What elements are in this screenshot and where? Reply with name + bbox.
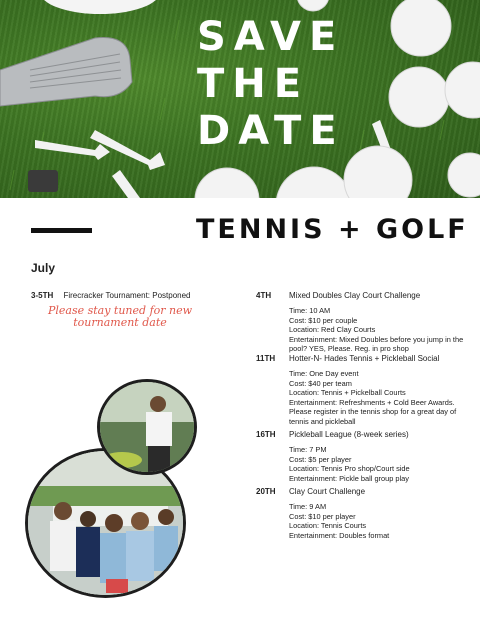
event-detail: Entertainment: Mixed Doubles before you jump in the pool? YES, Please. Reg. in pro shop [289, 334, 464, 354]
event-detail: Cost: $10 per couple [289, 315, 358, 325]
event-4th [256, 291, 476, 354]
event-date: 20TH [256, 487, 276, 496]
event-detail: Cost: $5 per player [289, 454, 352, 464]
event-detail: Please register in the tennis shop for a great day of tennis and pickleball [289, 407, 457, 426]
event-detail: Location: Tennis Courts [289, 521, 367, 531]
event-detail: Time: 9 AM [289, 502, 327, 511]
event-date: 16TH [256, 430, 276, 439]
event-detail: Time: 7 PM [289, 445, 327, 454]
event-date: 3-5TH [31, 291, 54, 300]
title-rule-divider [31, 228, 92, 233]
event-name: Mixed Doubles Clay Court Challenge [289, 291, 421, 300]
headline-line: SAVE [197, 14, 345, 60]
event-name: Pickleball League (8-week series) [289, 430, 409, 439]
event-11th [256, 354, 476, 427]
page-title: TENNIS + GOLF [196, 214, 469, 245]
hero-banner [0, 0, 480, 198]
coach-photo [97, 379, 197, 475]
event-16th [256, 430, 476, 483]
event-date: 11TH [256, 354, 276, 363]
event-detail: Cost: $40 per team [289, 378, 352, 388]
kids-golf-cart-photo [28, 451, 186, 598]
golf-club-icon [0, 37, 132, 106]
headline-line: THE [197, 61, 310, 107]
event-firecracker [31, 291, 191, 300]
event-detail: Entertainment: Pickle ball group play [289, 473, 409, 483]
event-name: Clay Court Challenge [289, 487, 366, 496]
event-detail: Entertainment: Refreshments + Cold Beer Awards. [289, 397, 455, 407]
event-detail: Location: Tennis Pro shop/Court side [289, 464, 410, 474]
event-detail: Cost: $10 per player [289, 511, 356, 521]
save-the-date-headline [197, 14, 345, 155]
event-detail: Location: Tennis + Pickelball Courts [289, 388, 406, 398]
month-heading: July [31, 261, 56, 275]
event-20th [256, 487, 476, 540]
event-detail: Time: 10 AM [289, 306, 331, 315]
event-name: Hotter-N- Hades Tennis + Pickleball Social [289, 354, 440, 363]
event-detail: Location: Red Clay Courts [289, 325, 376, 335]
event-name: Firecracker Tournament: Postponed [63, 291, 191, 300]
event-detail: Time: One Day event [289, 369, 359, 378]
headline-line: DATE [197, 108, 345, 154]
postponed-note: Please stay tuned for new tournament date [47, 304, 193, 329]
event-detail: Entertainment: Doubles format [289, 530, 390, 540]
event-date: 4TH [256, 291, 272, 300]
tennis-coach-photo [100, 382, 197, 475]
